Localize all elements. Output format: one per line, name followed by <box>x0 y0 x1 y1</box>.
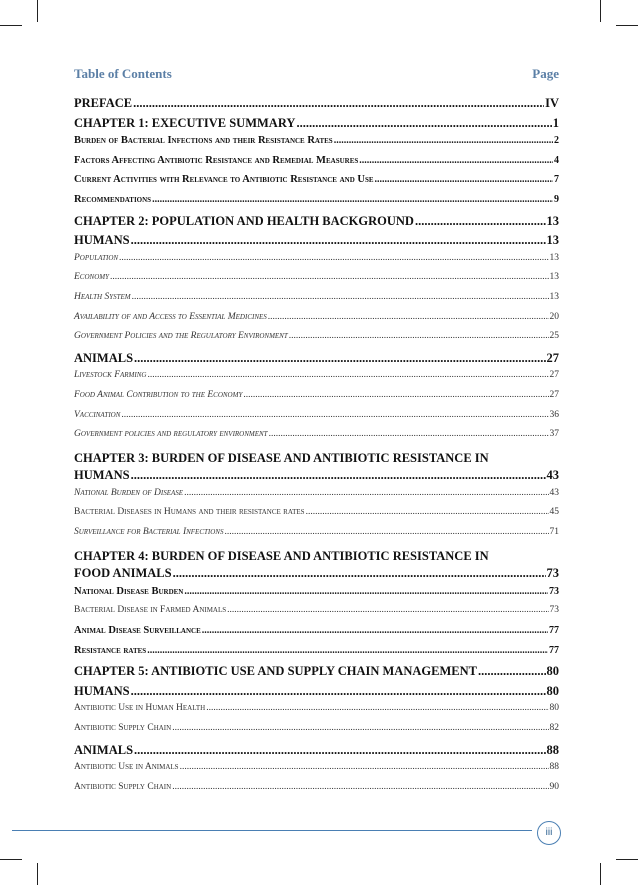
dot-leader <box>131 468 546 483</box>
toc-entry-page: 77 <box>549 644 559 656</box>
dot-leader <box>415 214 546 229</box>
toc-entry[interactable] <box>74 370 559 390</box>
toc-entry[interactable] <box>74 233 559 253</box>
toc-entry[interactable] <box>74 135 559 155</box>
toc-entry-title: Resistance rates <box>74 644 147 656</box>
toc-entry-title: CHAPTER 2: POPULATION AND HEALTH BACKGROUND <box>74 213 414 228</box>
toc-entry-title: Vaccination <box>74 409 121 420</box>
crop-mark <box>616 25 638 26</box>
dot-leader <box>269 429 549 439</box>
toc-entry[interactable] <box>74 174 559 194</box>
toc-entry-page: 88 <box>549 762 559 773</box>
toc-entry-page: 27 <box>546 350 559 365</box>
dot-leader <box>110 272 549 282</box>
toc-entry[interactable] <box>74 390 559 410</box>
crop-mark <box>616 859 638 860</box>
dot-leader <box>202 625 548 636</box>
dot-leader <box>306 507 549 517</box>
toc-entry-page: 13 <box>546 213 559 228</box>
toc-entry[interactable] <box>74 743 559 763</box>
toc-entry-page: 13 <box>549 272 559 283</box>
toc-entry[interactable] <box>74 664 559 684</box>
dot-leader <box>478 664 546 679</box>
toc-entry[interactable] <box>74 272 559 292</box>
dot-leader <box>172 782 548 792</box>
toc-entry[interactable] <box>74 410 559 430</box>
toc-title: Table of Contents <box>74 66 172 81</box>
crop-mark <box>600 863 601 885</box>
crop-mark <box>0 25 22 26</box>
dot-leader <box>132 292 549 302</box>
toc-entry-title: ANIMALS <box>74 742 134 757</box>
toc-entry-page: 36 <box>549 409 559 420</box>
toc-entry[interactable] <box>74 96 559 116</box>
dot-leader <box>206 703 548 713</box>
dot-leader <box>359 155 553 166</box>
toc-entry-page: 13 <box>549 252 559 263</box>
toc-entry-page: 43 <box>549 487 559 498</box>
toc-entry-title: Surveillance for Bacterial Infections <box>74 527 224 538</box>
dot-leader <box>131 684 546 699</box>
toc-entry[interactable] <box>74 312 559 332</box>
toc-entry-page: 2 <box>554 135 559 147</box>
toc-entry-title: CHAPTER 1: EXECUTIVE SUMMARY <box>74 115 296 130</box>
toc-entry-page: 80 <box>549 703 559 714</box>
toc-entry[interactable] <box>74 429 559 449</box>
toc-entry-page: 27 <box>549 370 559 381</box>
dot-leader <box>133 96 544 111</box>
crop-mark <box>0 859 22 860</box>
toc-entry-page: 13 <box>546 233 559 248</box>
toc-entry[interactable] <box>74 214 559 234</box>
dot-leader <box>134 743 545 758</box>
toc-entry-title: Current Activities with Relevance to Antibiotic Resistance and Use <box>74 174 374 186</box>
toc-entry-page: 4 <box>554 154 559 166</box>
toc-entry[interactable] <box>74 292 559 312</box>
toc-entry[interactable] <box>74 605 559 625</box>
crop-mark <box>37 0 38 22</box>
toc-entry-page: 27 <box>549 389 559 400</box>
toc-entry[interactable] <box>74 566 559 586</box>
toc-entry-page: 88 <box>546 742 559 757</box>
dot-leader <box>147 645 548 656</box>
toc-entry[interactable] <box>74 762 559 782</box>
table-of-contents <box>74 96 559 801</box>
dot-leader <box>268 312 549 322</box>
toc-entry-page: 82 <box>549 723 559 733</box>
toc-entry-page: 80 <box>546 683 559 698</box>
toc-entry-title: Animal Disease Surveillance <box>74 625 201 637</box>
toc-entry-title: Antibiotic Supply Chain <box>74 781 172 792</box>
toc-entry-page: 1 <box>552 115 559 130</box>
toc-entry-title: Bacterial Disease in Farmed Animals <box>74 605 227 616</box>
dot-leader <box>375 174 553 185</box>
toc-entry-title: PREFACE <box>74 96 133 110</box>
toc-entry-title: Economy <box>74 272 109 283</box>
toc-entry-page: 73 <box>549 585 559 597</box>
dot-leader <box>184 488 548 498</box>
page-column-label: Page <box>532 66 559 81</box>
toc-entry-page: 13 <box>549 291 559 302</box>
toc-entry-title: Recommendations <box>74 193 152 205</box>
toc-entry[interactable] <box>74 527 559 547</box>
toc-entry[interactable] <box>74 645 559 665</box>
toc-entry-title: Population <box>74 252 119 263</box>
toc-entry-title: CHAPTER 5: ANTIBIOTIC USE AND SUPPLY CHAIN MANAGEMENT <box>74 664 477 679</box>
dot-leader <box>224 527 548 537</box>
dot-leader <box>296 116 551 131</box>
dot-leader <box>184 586 548 597</box>
toc-entry-title: Health System <box>74 291 131 302</box>
toc-entry-page: 7 <box>554 174 559 186</box>
dot-leader <box>289 331 549 341</box>
toc-entry[interactable] <box>74 116 559 136</box>
toc-entry-title: HUMANS <box>74 468 130 483</box>
footer-rule <box>12 830 532 831</box>
dot-leader <box>119 253 548 263</box>
toc-entry-title: Government policies and regulatory environment <box>74 429 268 440</box>
dot-leader <box>152 194 553 205</box>
toc-entry[interactable] <box>74 468 559 488</box>
toc-header <box>74 66 559 86</box>
toc-entry-title: HUMANS <box>74 683 130 698</box>
toc-entry[interactable] <box>74 625 559 645</box>
toc-entry-page: 80 <box>546 664 559 679</box>
toc-entry[interactable] <box>74 703 559 723</box>
toc-entry-title: FOOD ANIMALS <box>74 566 172 581</box>
toc-entry[interactable] <box>74 194 559 214</box>
toc-entry[interactable] <box>74 331 559 351</box>
toc-entry-title: HUMANS <box>74 233 130 248</box>
toc-entry-page: 9 <box>554 193 559 205</box>
dot-leader <box>172 723 548 733</box>
page-number-badge: iii <box>537 821 561 845</box>
dot-leader <box>227 605 548 615</box>
toc-entry-title: Livestock Farming <box>74 370 147 381</box>
toc-entry[interactable] <box>74 351 559 371</box>
dot-leader <box>147 370 548 380</box>
toc-entry-title: Burden of Bacterial Infections and their Resistance Rates <box>74 135 333 147</box>
toc-entry-title: ANIMALS <box>74 350 134 365</box>
crop-mark <box>600 0 601 22</box>
toc-entry[interactable] <box>74 507 559 527</box>
toc-entry-title: National Disease Burden <box>74 585 184 597</box>
toc-entry-page: IV <box>545 96 559 110</box>
toc-entry-title: Bacterial Diseases in Humans and their resistance rates <box>74 507 305 518</box>
dot-leader <box>243 390 548 400</box>
toc-entry[interactable] <box>74 684 559 704</box>
dot-leader <box>121 410 548 420</box>
toc-entry-page: 43 <box>546 468 559 483</box>
toc-heading-continued: CHAPTER 3: BURDEN OF DISEASE AND ANTIBIOTIC RESISTANCE IN <box>74 450 489 465</box>
toc-entry-title: Government Policies and the Regulatory Environment <box>74 331 288 342</box>
toc-entry-page: 90 <box>549 781 559 792</box>
dot-leader <box>131 233 546 248</box>
toc-entry[interactable] <box>74 155 559 175</box>
toc-entry-title: Antibiotic Use in Animals <box>74 762 179 773</box>
toc-entry-page: 45 <box>549 507 559 518</box>
toc-heading-continued: CHAPTER 4: BURDEN OF DISEASE AND ANTIBIOTIC RESISTANCE IN <box>74 548 489 563</box>
toc-entry[interactable] <box>74 723 559 743</box>
toc-entry[interactable] <box>74 586 559 606</box>
toc-entry-title: Availability of and Access to Essential Medicines <box>74 311 267 322</box>
toc-entry-title: Antibiotic Supply Chain <box>74 723 172 733</box>
toc-entry-title: Factors Affecting Antibiotic Resistance and Remedial Measures <box>74 154 359 166</box>
toc-entry-page: 73 <box>549 605 559 616</box>
crop-mark <box>37 863 38 885</box>
toc-entry-page: 71 <box>549 527 559 538</box>
toc-entry-page: 73 <box>546 566 559 581</box>
toc-entry-page: 37 <box>549 429 559 440</box>
dot-leader <box>334 135 553 146</box>
toc-entry-title: Antibiotic Use in Human Health <box>74 703 206 714</box>
toc-entry-page: 77 <box>549 625 559 637</box>
toc-entry-page: 20 <box>549 311 559 322</box>
toc-entry[interactable] <box>74 782 559 802</box>
toc-entry-title: Food Animal Contribution to the Economy <box>74 389 243 400</box>
toc-entry-page: 25 <box>549 331 559 342</box>
toc-entry[interactable] <box>74 488 559 508</box>
toc-entry[interactable] <box>74 253 559 273</box>
dot-leader <box>173 566 546 581</box>
dot-leader <box>134 351 545 366</box>
toc-entry-title: National Burden of Disease <box>74 487 184 498</box>
dot-leader <box>180 762 549 772</box>
